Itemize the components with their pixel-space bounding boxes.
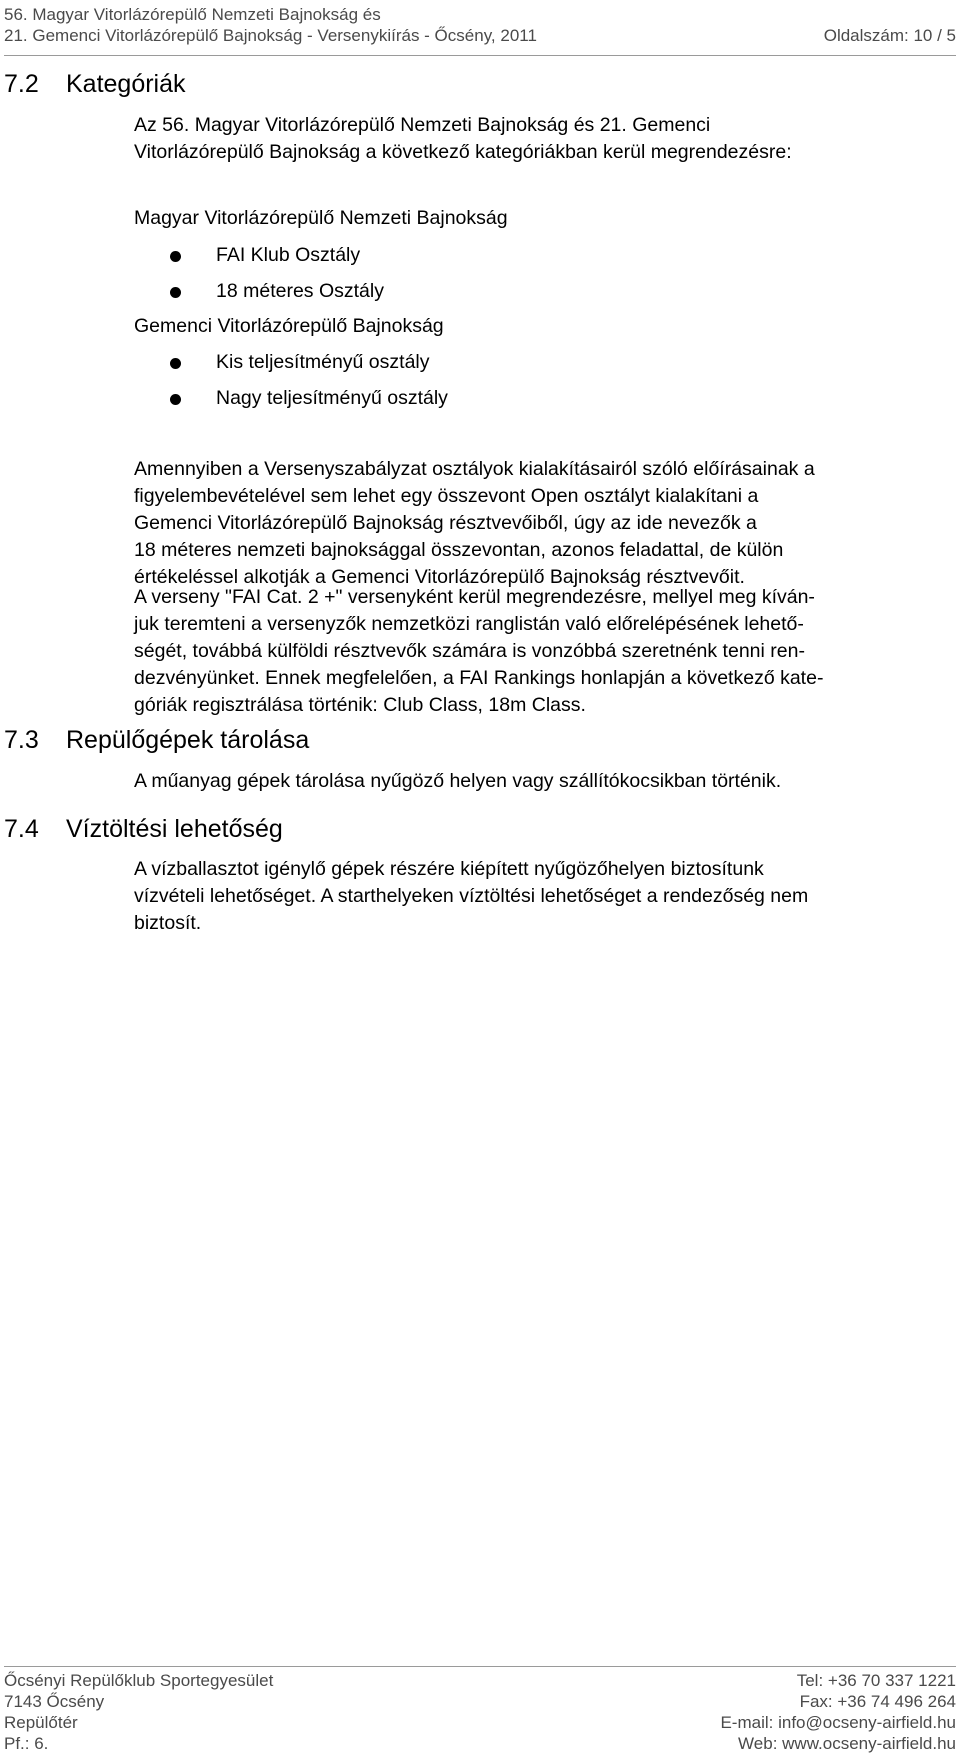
paragraph-line: A vízballasztot igénylő gépek részére kiépített nyűgözőhelyen biztosítunk	[134, 858, 764, 880]
section-7-4-heading	[4, 815, 283, 844]
intro-paragraph	[134, 112, 960, 166]
storage-paragraph	[134, 768, 960, 795]
paragraph-line: dezvényünket. Ennek megfelelően, a FAI Rankings honlapján a következő kate-	[134, 667, 824, 689]
paragraph-line: ségét, továbbá külföldi résztvevők számára is vonzóbbá szeretnénk tenni ren-	[134, 640, 805, 662]
category-group-gemenci: Gemenci Vitorlázórepülő Bajnokság	[134, 315, 444, 337]
paragraph-line: biztosít.	[134, 912, 202, 934]
intro-line: Az 56. Magyar Vitorlázórepülő Nemzeti Bajnokság és 21. Gemenci	[134, 114, 711, 136]
footer-fax: Fax: +36 74 496 264	[799, 1692, 956, 1711]
list-item: Nagy teljesítményű osztály	[170, 385, 448, 412]
section-title: Víztöltési lehetőség	[66, 815, 283, 843]
section-number: 7.2	[4, 70, 39, 98]
footer-address	[4, 1670, 273, 1754]
paragraph-line: juk teremteni a versenyzők nemzetközi ranglistán való előrelépésének lehető-	[134, 613, 804, 635]
list-item: Kis teljesítményű osztály	[170, 349, 430, 376]
header-line-1: 56. Magyar Vitorlázórepülő Nemzeti Bajnokság és	[4, 5, 381, 24]
bullet-icon	[170, 251, 181, 262]
header-divider	[4, 55, 956, 56]
open-class-paragraph	[134, 456, 960, 591]
section-title: Kategóriák	[66, 70, 186, 98]
paragraph-line: A műanyag gépek tárolása nyűgöző helyen vagy szállítókocsikban történik.	[134, 770, 782, 792]
list-item: FAI Klub Osztály	[170, 242, 360, 269]
paragraph-line: A verseny "FAI Cat. 2 +" versenyként kerül megrendezésre, mellyel meg kíván-	[134, 586, 815, 608]
paragraph-line: góriák regisztrálása történik: Club Class, 18m Class.	[134, 694, 586, 716]
footer-line: Repülőtér	[4, 1713, 78, 1732]
section-7-3-heading	[4, 726, 309, 755]
footer-contact	[720, 1670, 956, 1754]
intro-line: Vitorlázórepülő Bajnokság a következő kategóriákban kerül megrendezésre:	[134, 141, 792, 163]
header-line-2: 21. Gemenci Vitorlázórepülő Bajnokság - Versenykiírás - Őcsény, 2011	[4, 26, 537, 45]
bullet-icon	[170, 394, 181, 405]
section-number: 7.4	[4, 815, 39, 843]
paragraph-line: figyelembevételével sem lehet egy összevont Open osztályt kialakítani a	[134, 485, 759, 507]
paragraph-line: értékeléssel alkotják a Gemenci Vitorlázórepülő Bajnokság résztvevőit.	[134, 566, 745, 588]
paragraph-line: 18 méteres nemzeti bajnoksággal összevontan, azonos feladattal, de külön	[134, 539, 784, 561]
paragraph-line: Gemenci Vitorlázórepülő Bajnokság résztvevőiből, úgy az ide nevezők a	[134, 512, 757, 534]
water-ballast-paragraph	[134, 856, 960, 937]
footer-line: Őcsényi Repülőklub Sportegyesület	[4, 1671, 274, 1690]
section-title: Repülőgépek tárolása	[66, 726, 310, 754]
category-group-national: Magyar Vitorlázórepülő Nemzeti Bajnokság	[134, 207, 508, 229]
footer-email[interactable]: E-mail: info@ocseny-airfield.hu	[720, 1713, 956, 1732]
footer-phone: Tel: +36 70 337 1221	[796, 1671, 956, 1690]
section-number: 7.3	[4, 726, 39, 754]
paragraph-line: vízvételi lehetőséget. A starthelyeken víztöltési lehetőséget a rendezőség nem	[134, 885, 809, 907]
footer-line: Pf.: 6.	[4, 1734, 49, 1753]
footer-divider	[4, 1666, 956, 1667]
fai-category-paragraph	[134, 584, 960, 719]
paragraph-line: Amennyiben a Versenyszabályzat osztályok kialakításairól szóló előírásainak a	[134, 458, 815, 480]
section-7-2-heading	[4, 70, 186, 99]
bullet-icon	[170, 287, 181, 298]
bullet-icon	[170, 358, 181, 369]
page-number: Oldalszám: 10 / 5	[823, 26, 956, 45]
list-item: 18 méteres Osztály	[170, 278, 384, 305]
footer-line: 7143 Őcsény	[4, 1692, 105, 1711]
page-header	[4, 4, 956, 46]
footer-web-link[interactable]: Web: www.ocseny-airfield.hu	[738, 1734, 956, 1753]
